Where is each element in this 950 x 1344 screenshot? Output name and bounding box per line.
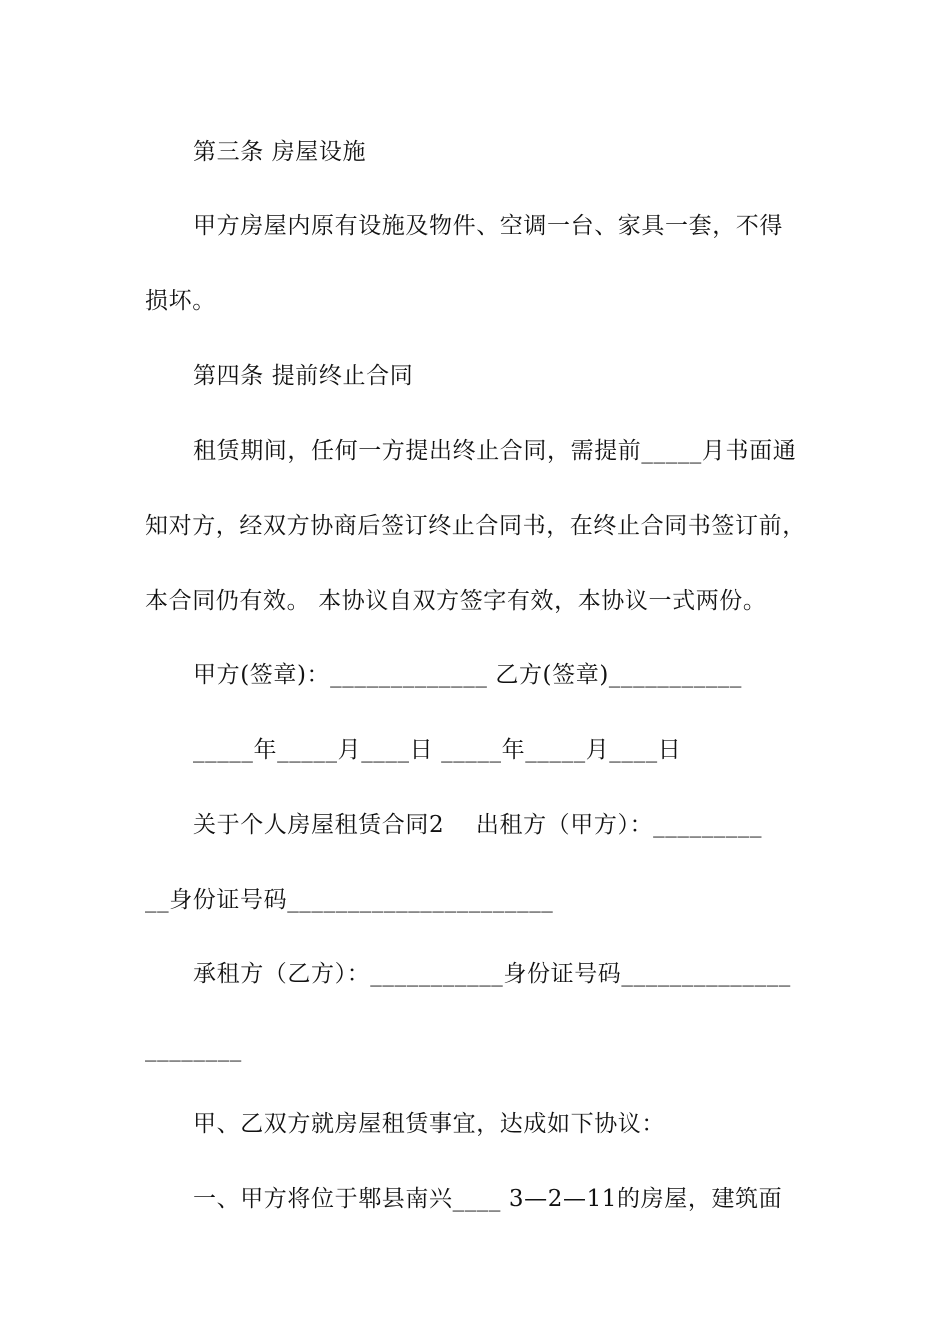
paragraph-line: 知对方，经双方协商后签订终止合同书，在终止合同书签订前， (145, 513, 806, 539)
paragraph-line: ________ (145, 1036, 242, 1062)
section-heading-article-4: 第四条 提前终止合同 (193, 363, 414, 389)
section-heading-article-3: 第三条 房屋设施 (193, 139, 367, 165)
paragraph-line: 承租方（乙方）：___________身份证号码______________ (193, 961, 791, 987)
paragraph-line: __身份证号码______________________ (145, 887, 554, 913)
contract-title-line: 关于个人房屋租赁合同2 出租方（甲方）：_________ (193, 812, 763, 838)
paragraph-line: 租赁期间，任何一方提出终止合同，需提前_____月书面通 (193, 438, 797, 464)
paragraph-line: 本合同仍有效。 本协议自双方签字有效，本协议一式两份。 (145, 588, 767, 614)
paragraph-line: 一、甲方将位于郫县南兴____ 3—2—11的房屋，建筑面 (193, 1186, 783, 1212)
paragraph-line: 甲、乙双方就房屋租赁事宜，达成如下协议： (193, 1111, 665, 1137)
paragraph-line: 甲方房屋内原有设施及物件、空调一台、家具一套，不得 (193, 213, 783, 239)
paragraph-line: 损坏。 (145, 288, 216, 314)
date-line: _____年_____月____日 _____年_____月____日 (193, 737, 682, 763)
signature-line: 甲方(签章)：_____________ 乙方(签章)___________ (193, 662, 743, 688)
